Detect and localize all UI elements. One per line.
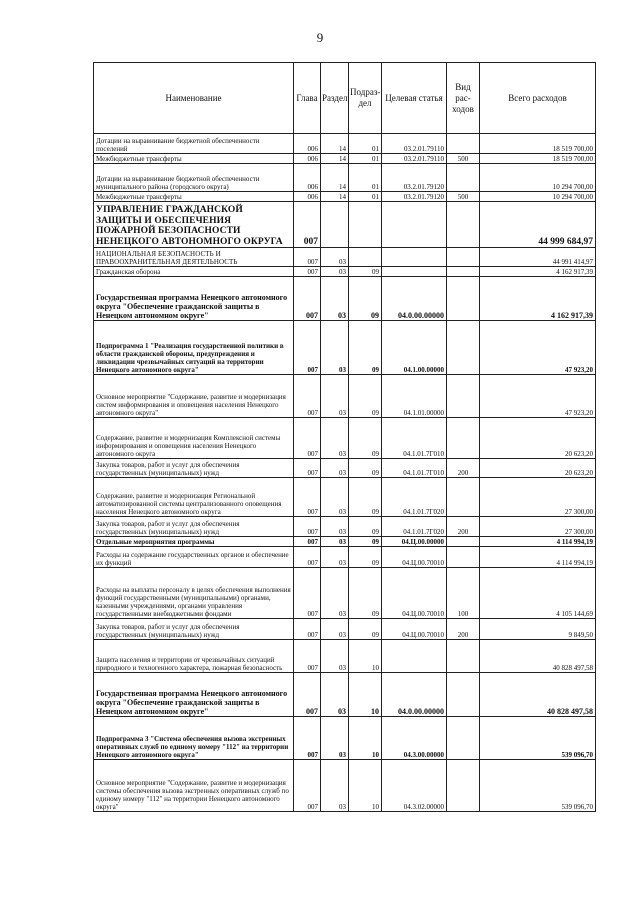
row-section: 03: [321, 321, 349, 375]
row-section: 03: [321, 619, 349, 640]
row-total: 27 300,00: [480, 478, 596, 517]
row-subsection: 09: [349, 321, 382, 375]
row-total: 40 828 497,58: [480, 673, 596, 717]
page-number: 9: [316, 30, 324, 45]
row-section: 03: [321, 640, 349, 673]
row-chapter: 007: [294, 760, 321, 812]
row-chapter: 007: [294, 277, 321, 321]
row-name: Государственная программа Ненецкого автономного округа "Обеспечение гражданской защиты в Ненецком автономном округе": [94, 673, 294, 717]
row-type: [447, 673, 480, 717]
row-subsection: 09: [349, 568, 382, 619]
row-target: [382, 202, 447, 248]
table-row: [94, 418, 596, 459]
row-subsection: 09: [349, 537, 382, 547]
row-name: Основное мероприятие "Содержание, развитие и модернизация систем информирования и оповещения населения Ненецкого автономного округа": [94, 375, 294, 418]
row-subsection: 09: [349, 277, 382, 321]
row-name: Гражданская оборона: [94, 267, 294, 277]
row-chapter: 006: [294, 164, 321, 192]
row-section: 14: [321, 134, 349, 154]
row-name: Отдельные мероприятия программы: [94, 537, 294, 547]
row-type: 200: [447, 619, 480, 640]
row-name: Закупка товаров, работ и услуг для обеспечения государственных (муниципальных) нужд: [94, 517, 294, 537]
row-target: 04.1.01.00000: [382, 375, 447, 418]
row-subsection: 09: [349, 478, 382, 517]
row-type: [447, 321, 480, 375]
row-section: 03: [321, 537, 349, 547]
row-section: 03: [321, 760, 349, 812]
header-section: Раздел: [321, 63, 349, 134]
row-name: Государственная программа Ненецкого автономного округа "Обеспечение гражданской защиты в Ненецком автономном округе": [94, 277, 294, 321]
row-subsection: 09: [349, 619, 382, 640]
row-chapter: 006: [294, 154, 321, 164]
row-subsection: 10: [349, 673, 382, 717]
row-chapter: 007: [294, 375, 321, 418]
row-target: 04.3.00.00000: [382, 717, 447, 760]
row-name: Подпрограмма 3 "Система обеспечения вызова экстренных оперативных служб по единому номеру "112" на территории Ненецкого автономного округа": [94, 717, 294, 760]
row-name: Закупка товаров, работ и услуг для обеспечения государственных (муниципальных) нужд: [94, 459, 294, 478]
row-name: Подпрограмма 1 "Реализация государственной политики в области гражданской обороны, предупреждения и ликвидации чрезвычайных ситуаций на территории Ненецкого автономного округа": [94, 321, 294, 375]
row-subsection: 10: [349, 760, 382, 812]
row-subsection: 10: [349, 640, 382, 673]
table-row: [94, 459, 596, 478]
table-row: [94, 673, 596, 717]
row-chapter: 007: [294, 267, 321, 277]
row-subsection: 09: [349, 267, 382, 277]
row-target: 04.Ц.00.70010: [382, 568, 447, 619]
table-row: [94, 568, 596, 619]
row-total: 44 991 414,97: [480, 248, 596, 267]
header-name: Наименование: [94, 63, 294, 134]
row-type: [447, 267, 480, 277]
row-chapter: 007: [294, 459, 321, 478]
row-total: 47 923,20: [480, 375, 596, 418]
row-subsection: 09: [349, 517, 382, 537]
row-name: Содержание, развитие и модернизация Комплексной системы информирования и оповещения населения Ненецкого автономного округа: [94, 418, 294, 459]
row-target: 04.0.00.00000: [382, 673, 447, 717]
row-total: 4 162 917,39: [480, 267, 596, 277]
row-total: 4 114 994,19: [480, 537, 596, 547]
row-subsection: 01: [349, 154, 382, 164]
row-target: [382, 248, 447, 267]
table-row: [94, 192, 596, 202]
row-target: [382, 640, 447, 673]
table-row: [94, 134, 596, 154]
row-type: [447, 760, 480, 812]
row-total: 9 849,50: [480, 619, 596, 640]
row-type: 200: [447, 459, 480, 478]
row-type: [447, 134, 480, 154]
table-header-row: [94, 63, 596, 134]
row-section: 03: [321, 277, 349, 321]
row-name: Основное мероприятие "Содержание, развитие и модернизация системы обеспечения вызова экстренных оперативных служб по единому номеру "112" на территории Ненецкого автономного округа": [94, 760, 294, 812]
row-target: 04.1.00.00000: [382, 321, 447, 375]
table-row: [94, 202, 596, 248]
budget-table: [93, 62, 596, 812]
table-row: [94, 375, 596, 418]
row-total: 20 623,20: [480, 418, 596, 459]
table-row: [94, 154, 596, 164]
row-target: 03.2.01.79120: [382, 192, 447, 202]
row-chapter: 007: [294, 537, 321, 547]
table-row: [94, 517, 596, 537]
row-name: Дотации на выравнивание бюджетной обеспеченности муниципального района (городского округа): [94, 164, 294, 192]
row-chapter: 007: [294, 478, 321, 517]
row-subsection: 01: [349, 134, 382, 154]
table-row: [94, 248, 596, 267]
row-section: 03: [321, 459, 349, 478]
row-target: 04.Ц.00.70010: [382, 619, 447, 640]
row-total: 4 105 144,69: [480, 568, 596, 619]
row-total: 47 923,20: [480, 321, 596, 375]
row-section: 03: [321, 418, 349, 459]
header-type: Вид рас-ходов: [447, 63, 480, 134]
row-section: 14: [321, 192, 349, 202]
row-section: [321, 202, 349, 248]
row-type: 100: [447, 568, 480, 619]
row-chapter: 007: [294, 547, 321, 568]
row-type: [447, 537, 480, 547]
row-name: УПРАВЛЕНИЕ ГРАЖДАНСКОЙ ЗАЩИТЫ И ОБЕСПЕЧЕНИЯ ПОЖАРНОЙ БЕЗОПАСНОСТИ НЕНЕЦКОГО АВТОНОМНОГО ОКРУГА: [94, 202, 294, 248]
table-row: [94, 478, 596, 517]
row-section: 14: [321, 164, 349, 192]
header-target: Целевая статья: [382, 63, 447, 134]
row-subsection: 09: [349, 375, 382, 418]
row-type: [447, 717, 480, 760]
row-name: Расходы на выплаты персоналу в целях обеспечения выполнения функций государственными (муниципальными) органами, казенными учреждениями, органами управления государственными внебюджетными фондами: [94, 568, 294, 619]
row-section: 03: [321, 478, 349, 517]
row-section: 03: [321, 673, 349, 717]
row-chapter: 007: [294, 202, 321, 248]
row-total: 18 519 700,00: [480, 134, 596, 154]
row-name: Дотации на выравнивание бюджетной обеспеченности поселений: [94, 134, 294, 154]
row-chapter: 007: [294, 619, 321, 640]
row-total: 10 294 700,00: [480, 192, 596, 202]
row-section: 03: [321, 568, 349, 619]
table-row: [94, 277, 596, 321]
table-row: [94, 267, 596, 277]
row-total: 10 294 700,00: [480, 164, 596, 192]
row-subsection: 09: [349, 459, 382, 478]
row-total: 27 300,00: [480, 517, 596, 537]
row-total: 539 096,70: [480, 717, 596, 760]
row-target: 04.3.02.00000: [382, 760, 447, 812]
table-row: [94, 547, 596, 568]
row-section: 03: [321, 375, 349, 418]
row-subsection: [349, 248, 382, 267]
row-type: 200: [447, 517, 480, 537]
row-chapter: 007: [294, 568, 321, 619]
row-target: 04.1.01.7Г020: [382, 517, 447, 537]
row-chapter: 007: [294, 248, 321, 267]
row-target: 03.2.01.79120: [382, 164, 447, 192]
table-row: [94, 760, 596, 812]
row-section: 03: [321, 248, 349, 267]
header-total: Всего расходов: [480, 63, 596, 134]
row-chapter: 007: [294, 640, 321, 673]
table-row: [94, 321, 596, 375]
row-type: [447, 547, 480, 568]
row-name: Защита населения и территории от чрезвычайных ситуаций природного и техногенного характера, пожарная безопасность: [94, 640, 294, 673]
row-type: 500: [447, 192, 480, 202]
row-section: 03: [321, 547, 349, 568]
row-target: [382, 267, 447, 277]
row-subsection: 09: [349, 547, 382, 568]
row-total: 539 096,70: [480, 760, 596, 812]
row-name: НАЦИОНАЛЬНАЯ БЕЗОПАСНОСТЬ И ПРАВООХРАНИТЕЛЬНАЯ ДЕЯТЕЛЬНОСТЬ: [94, 248, 294, 267]
row-type: [447, 375, 480, 418]
row-chapter: 006: [294, 134, 321, 154]
row-section: 03: [321, 717, 349, 760]
header-subsection: Подраз-дел: [349, 63, 382, 134]
row-type: 500: [447, 154, 480, 164]
row-total: 18 519 700,00: [480, 154, 596, 164]
table-row: [94, 717, 596, 760]
row-name: Межбюджетные трансферты: [94, 154, 294, 164]
row-type: [447, 277, 480, 321]
row-target: 04.0.00.00000: [382, 277, 447, 321]
row-name: Межбюджетные трансферты: [94, 192, 294, 202]
row-target: 04.1.01.7Г010: [382, 459, 447, 478]
table-row: [94, 537, 596, 547]
row-type: [447, 418, 480, 459]
row-subsection: 01: [349, 164, 382, 192]
row-total: 44 999 684,97: [480, 202, 596, 248]
table-row: [94, 164, 596, 192]
row-chapter: 007: [294, 321, 321, 375]
row-total: 40 828 497,58: [480, 640, 596, 673]
row-name: Закупка товаров, работ и услуг для обеспечения государственных (муниципальных) нужд: [94, 619, 294, 640]
row-target: 03.2.01.79110: [382, 154, 447, 164]
row-total: 4 114 994,19: [480, 547, 596, 568]
row-chapter: 007: [294, 517, 321, 537]
row-chapter: 007: [294, 418, 321, 459]
row-name: Расходы на содержание государственных органов и обеспечение их функций: [94, 547, 294, 568]
row-target: 04.1.01.7Г020: [382, 478, 447, 517]
row-subsection: [349, 202, 382, 248]
row-chapter: 007: [294, 673, 321, 717]
row-subsection: 10: [349, 717, 382, 760]
row-total: 4 162 917,39: [480, 277, 596, 321]
row-target: 04.Ц.00.70010: [382, 547, 447, 568]
table-row: [94, 619, 596, 640]
row-type: [447, 164, 480, 192]
row-name: Содержание, развитие и модернизация Региональной автоматизированной системы централизованного оповещения населения Ненецкого автономного округа: [94, 478, 294, 517]
header-chapter: Глава: [294, 63, 321, 134]
row-section: 03: [321, 267, 349, 277]
table-row: [94, 640, 596, 673]
row-target: 03.2.01.79110: [382, 134, 447, 154]
row-section: 14: [321, 154, 349, 164]
row-section: 03: [321, 517, 349, 537]
row-chapter: 007: [294, 717, 321, 760]
row-total: 20 623,20: [480, 459, 596, 478]
row-chapter: 006: [294, 192, 321, 202]
row-type: [447, 478, 480, 517]
row-type: [447, 202, 480, 248]
row-type: [447, 640, 480, 673]
row-target: 04.Ц.00.00000: [382, 537, 447, 547]
row-subsection: 09: [349, 418, 382, 459]
row-subsection: 01: [349, 192, 382, 202]
row-target: 04.1.01.7Г010: [382, 418, 447, 459]
row-type: [447, 248, 480, 267]
